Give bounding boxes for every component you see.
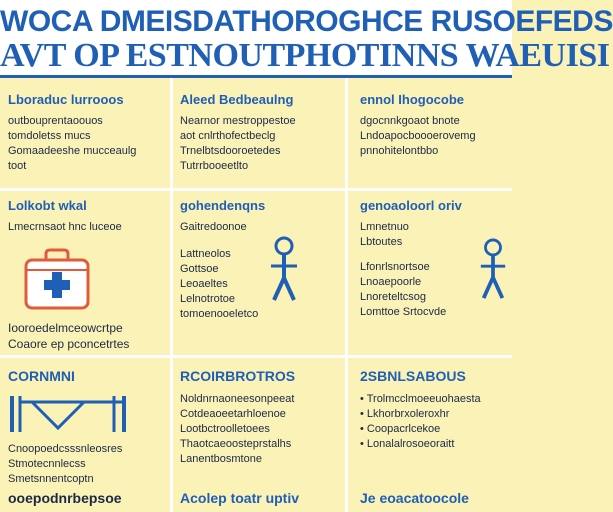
cell-text: tomdoletss mucs — [8, 130, 91, 142]
cell-text: Nearnor mestroppestoe — [180, 115, 296, 127]
cell-text: Lndoapocboooerovemg — [360, 130, 476, 142]
cell-text: aot cnlrthofectbeclg — [180, 130, 276, 142]
cell-8 — [180, 368, 340, 510]
cell-7 — [8, 368, 166, 510]
cell-4 — [8, 198, 166, 352]
table-structure-icon — [10, 392, 130, 441]
cell-3 — [360, 92, 508, 186]
cell-text: Lnoreteltcsog — [360, 291, 427, 303]
grid-divider — [0, 188, 512, 191]
cell-footer: ooepodnrbepsoe — [8, 490, 122, 506]
cell-heading: gohendenqns — [180, 198, 266, 213]
cell-text: • Trolmcclmoeeuohaesta — [360, 392, 508, 407]
cell-2 — [180, 92, 340, 186]
cell-text: Smetsnnentcoptn — [8, 473, 94, 485]
cell-text: dgocnnkgoaot bnote — [360, 115, 460, 127]
cell-text: outbouprentaoouos — [8, 115, 103, 127]
cell-text: Noldnrnaoneesonpeeat — [180, 393, 295, 405]
cell-heading: 2SBNLSABOUS — [360, 368, 466, 384]
cell-text: • Lkhorbrxoleroxhr — [360, 407, 508, 422]
cell-text: Cotdeaoeetarhloenoe — [180, 408, 286, 420]
person-figure-icon — [478, 236, 508, 307]
cell-text: Trnelbtsdooroetedes — [180, 145, 281, 157]
cell-text: Lbtoutes — [360, 236, 403, 248]
cell-footer: Coaore ep pconcetrtes — [8, 337, 130, 351]
cell-text: pnnohitelontbbo — [360, 145, 439, 157]
cell-heading: Lboraduc lurrooos — [8, 92, 124, 107]
info-grid — [0, 78, 512, 512]
cell-text: Gottsoe — [180, 263, 219, 275]
cell-text: Lomttoe Srtocvde — [360, 306, 447, 318]
cell-text: Gaitredoonoe — [180, 221, 247, 233]
cell-text: Tutrrbooeetlto — [180, 160, 249, 172]
first-aid-bag-icon — [22, 246, 92, 317]
cell-text: Lelnotrotoe — [180, 293, 236, 305]
cell-footer: Iooroedelmceowcrtpe — [8, 321, 123, 335]
cell-heading: Lolkobt wkal — [8, 198, 87, 213]
cell-text: Cnoopoedcsssnleosres — [8, 443, 123, 455]
grid-divider — [0, 355, 512, 358]
cell-text: Lnoaepoorle — [360, 276, 422, 288]
cell-heading: CORNMNI — [8, 368, 75, 384]
cell-text: Thaotcaeoosteprstalhs — [180, 438, 292, 450]
cell-text: Gomaadeeshe mucceaulg — [8, 145, 137, 157]
cell-text: Lmecrnsaot hnc luceoe — [8, 221, 122, 233]
cell-text: Lattneolos — [180, 248, 231, 260]
cell-5 — [180, 198, 340, 352]
cell-footer: Acolep toatr uptiv — [180, 490, 300, 506]
page-title-line-2: AVT OP ESTNOUTPHOTINNS WAEUISI — [0, 37, 610, 74]
cell-heading: RCOIRBROTROS — [180, 368, 296, 384]
grid-divider — [345, 78, 348, 512]
cell-text: • Lonalalrosoeoraitt — [360, 437, 508, 452]
cell-text: Leoaeltes — [180, 278, 228, 290]
cell-text: Lanentbosmtone — [180, 453, 262, 465]
grid-divider — [170, 78, 173, 512]
cell-text: Lootbctroolletoees — [180, 423, 270, 435]
person-figure-icon — [268, 236, 300, 307]
cell-text: tomoenooeletco — [180, 308, 259, 320]
cell-footer: Je eoacatoocole — [360, 490, 469, 506]
cell-1 — [8, 92, 166, 186]
cell-6 — [360, 198, 508, 352]
cell-heading: genoaoloorl oriv — [360, 198, 462, 213]
cell-text: • Coopacrlcekoe — [360, 422, 508, 437]
cell-text: Lfonrlsnortsoe — [360, 261, 430, 273]
cell-text: Lmnetnuo — [360, 221, 409, 233]
page-title-line-1: WOCA DMEISDATHOROGHCE RUSOEFEDS — [0, 5, 613, 38]
cell-text: Stmotecnnlecss — [8, 458, 86, 470]
cell-heading: ennol Ihogocobe — [360, 92, 464, 107]
header-banner — [0, 0, 613, 78]
cell-9 — [360, 368, 508, 510]
cell-heading: Aleed Bedbeaulng — [180, 92, 294, 107]
cell-text: toot — [8, 160, 27, 172]
